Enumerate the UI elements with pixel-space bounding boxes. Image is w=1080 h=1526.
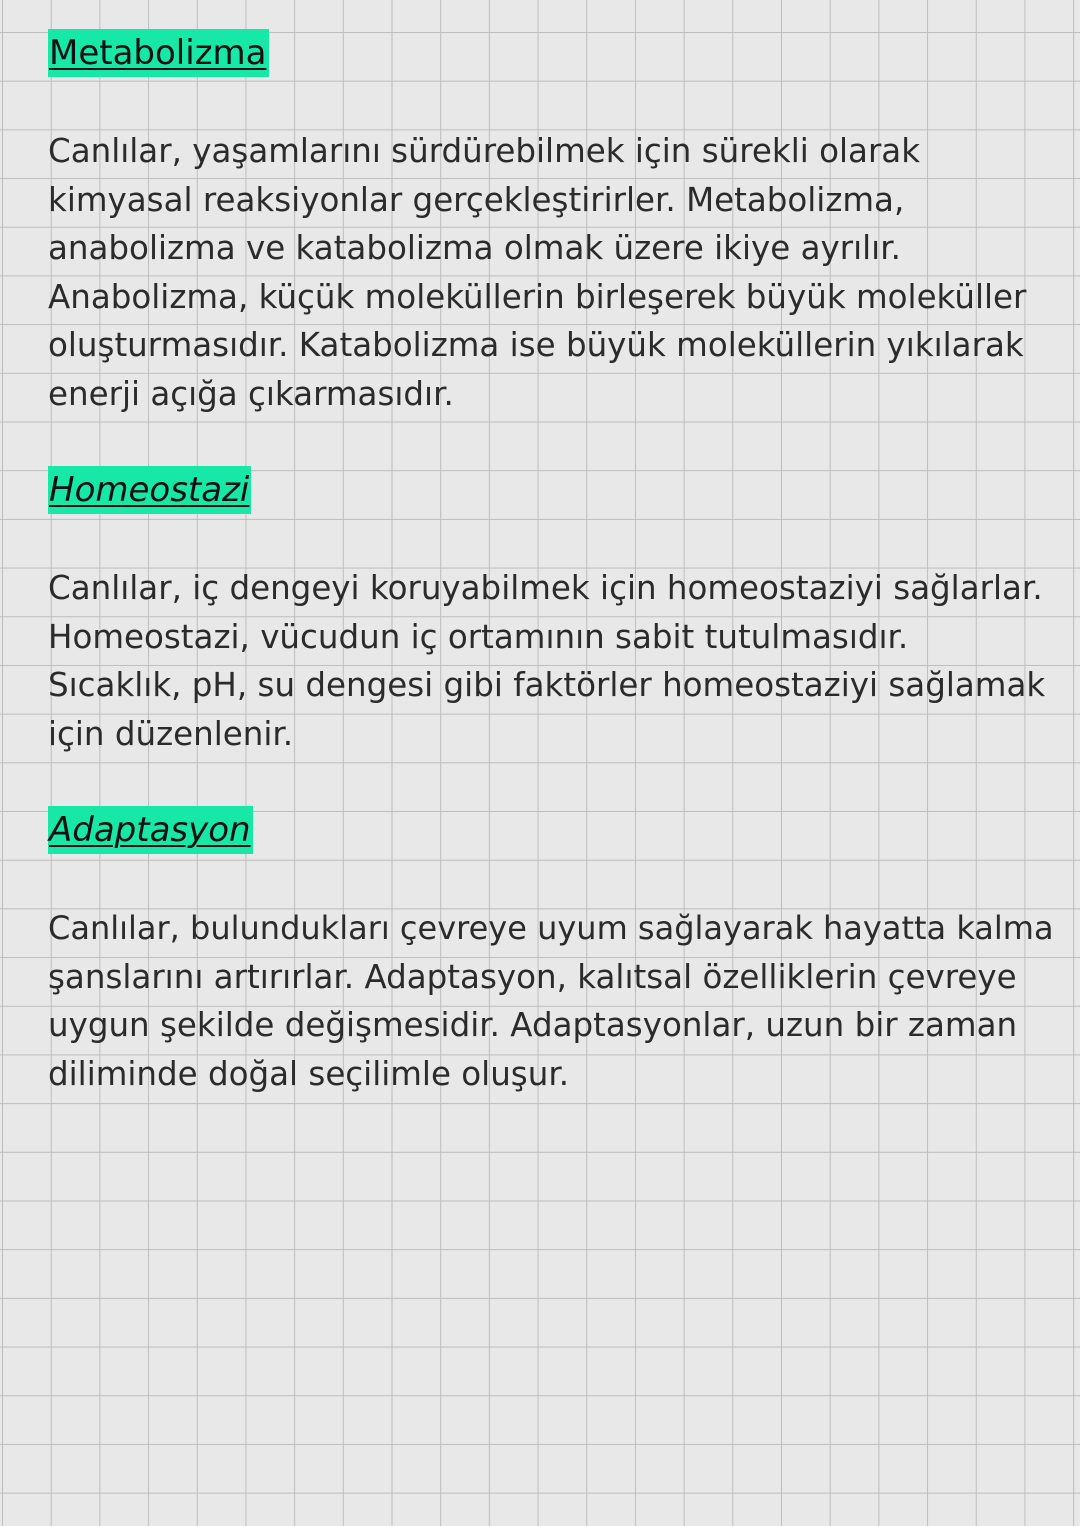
text-line: Anabolizma, küçük moleküllerin birleşerek büyük moleküller: [48, 277, 1027, 316]
heading-homeostazi: Homeostazi: [48, 466, 251, 514]
text-line: diliminde doğal seçilimle oluşur.: [48, 1054, 570, 1093]
text-line: kimyasal reaksiyonlar gerçekleştirirler. Metabolizma,: [48, 180, 905, 219]
text-line: Canlılar, iç dengeyi koruyabilmek için homeostaziyi sağlarlar.: [48, 569, 1043, 607]
text-line: enerji açığa çıkarmasıdır.: [48, 374, 454, 413]
text-line: Sıcaklık, pH, su dengesi gibi faktörler homeostaziyi sağlamak: [48, 666, 1046, 704]
text-line: için düzenlenir.: [48, 714, 294, 753]
paragraph-metabolizma: [48, 127, 1038, 418]
text-line: şanslarını artırırlar. Adaptasyon, kalıtsal özelliklerin çevreye: [48, 957, 1017, 996]
heading-adaptasyon: Adaptasyon: [48, 806, 253, 854]
text-line: Canlılar, yaşamlarını sürdürebilmek için sürekli olarak: [48, 132, 921, 170]
text-line: uygun şekilde değişmesidir. Adaptasyonlar, uzun bir zaman: [48, 1006, 1018, 1044]
text-line: Homeostazi, vücudun iç ortamının sabit tutulmasıdır.: [48, 617, 909, 656]
paragraph-homeostazi: [48, 564, 1046, 758]
paragraph-adaptasyon: [48, 904, 1054, 1098]
text-line: anabolizma ve katabolizma olmak üzere ikiye ayrılır.: [48, 229, 901, 267]
text-line: oluşturmasıdır. Katabolizma ise büyük moleküllerin yıkılarak: [48, 326, 1024, 364]
text-line: Canlılar, bulundukları çevreye uyum sağlayarak hayatta kalma: [48, 909, 1054, 947]
heading-metabolizma: Metabolizma: [48, 29, 269, 77]
